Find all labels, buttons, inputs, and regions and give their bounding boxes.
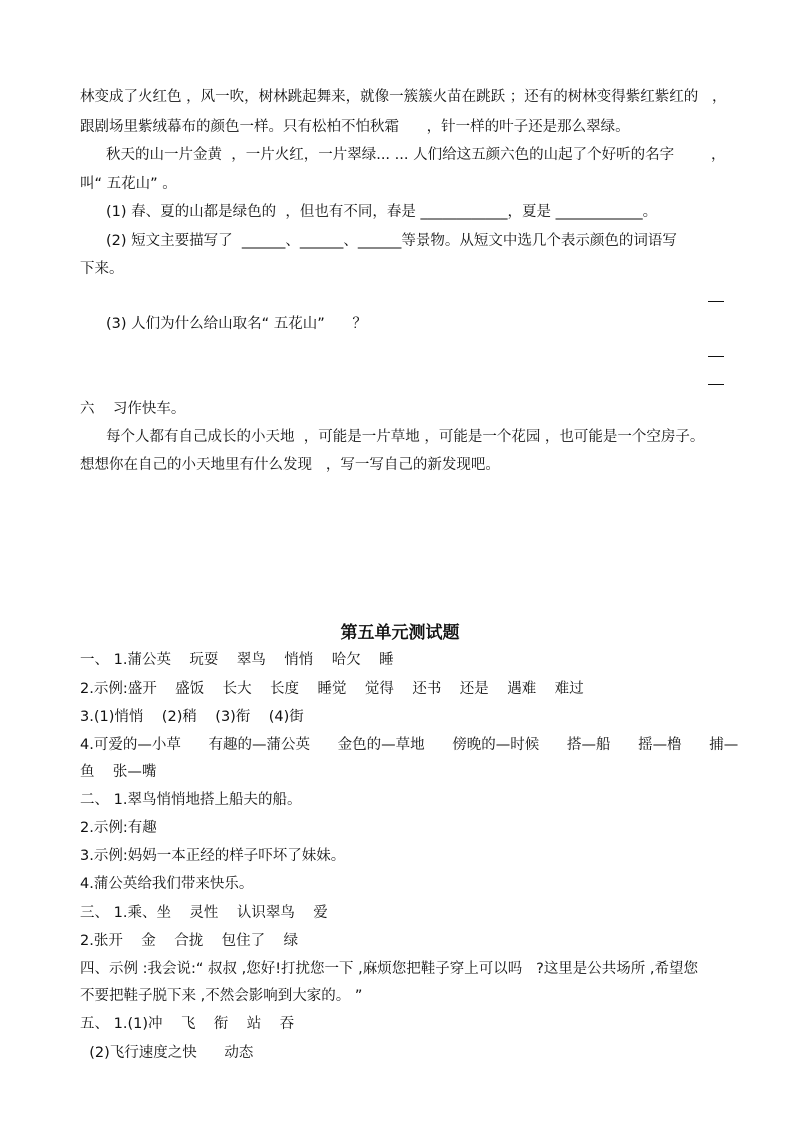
section-6-heading: 六 习作快车。 bbox=[80, 401, 186, 417]
question-2-line-1: (2) 短文主要描写了 ______、______、______等景物。从短文中选几个表示颜色的词语写 bbox=[106, 233, 677, 249]
passage-line-4: 叫“ 五花山” 。 bbox=[80, 176, 177, 192]
passage-line-2: 跟剧场里紫绒幕布的颜色一样。只有松柏不怕秋霜 ，针一样的叶子还是那么翠绿。 bbox=[80, 119, 630, 135]
answer-line: 2.张开 金 合拢 包住了 绿 bbox=[80, 933, 299, 949]
question-2-line-2: 下来。 bbox=[80, 261, 124, 277]
answer-line: 五、 1.(1)冲 飞 衔 站 吞 bbox=[80, 1016, 295, 1032]
question-1: (1) 春、夏的山都是绿色的 ，但也有不同，春是 ____________，夏是 ____________。 bbox=[106, 204, 658, 220]
question-3: (3) 人们为什么给山取名“ 五花山” ？ bbox=[106, 316, 367, 332]
answer-line: 二、 1.翠鸟悄悄地搭上船夫的船。 bbox=[80, 792, 302, 808]
passage-line-1: 林变成了火红色 ，风一吹，树林跳起舞来，就像一簇簇火苗在跳跃 ；还有的树林变得紫红紫红的 ， bbox=[80, 89, 727, 105]
answer-line: 四、示例 :我会说:“ 叔叔 ,您好!打扰您一下 ,麻烦您把鞋子穿上可以吗 ?这里是公共场所 ,希望您 bbox=[80, 961, 698, 977]
section-6-line-2: 想想你在自己的小天地里有什么发现 ，写一写自己的新发现吧。 bbox=[80, 457, 500, 473]
section-6-line-1: 每个人都有自己成长的小天地 ，可能是一片草地 ，可能是一个花园 ，也可能是一个空房子。 bbox=[106, 429, 705, 445]
answer-blank-line bbox=[708, 301, 724, 302]
answer-line: (2)飞行速度之快 动态 bbox=[80, 1045, 254, 1061]
answer-line: 2.示例:盛开 盛饭 长大 长度 睡觉 觉得 还书 还是 遇难 难过 bbox=[80, 681, 584, 697]
answer-blank-line bbox=[708, 356, 724, 357]
answer-line: 2.示例:有趣 bbox=[80, 820, 157, 836]
answer-line: 3.(1)悄悄 (2)稍 (3)衔 (4)街 bbox=[80, 709, 304, 725]
answer-line: 3.示例:妈妈一本正经的样子吓坏了妹妹。 bbox=[80, 848, 346, 864]
answer-line: 鱼 张—嘴 bbox=[80, 764, 157, 780]
answer-line: 4.可爱的—小草 有趣的—蒲公英 金色的—草地 傍晚的—时候 搭—船 摇—橹 捕— bbox=[80, 737, 739, 753]
answer-line: 三、 1.乘、坐 灵性 认识翠鸟 爱 bbox=[80, 905, 328, 921]
answer-line: 4.蒲公英给我们带来快乐。 bbox=[80, 876, 254, 892]
passage-line-3: 秋天的山一片金黄 ，一片火红，一片翠绿... ... 人们给这五颜六色的山起了个好听的名字 ， bbox=[106, 147, 726, 163]
answer-line: 不要把鞋子脱下来 ,不然会影响到大家的。 ” bbox=[80, 988, 363, 1004]
answer-blank-line bbox=[708, 384, 724, 385]
answer-line: 一、 1.蒲公英 玩耍 翠鸟 悄悄 哈欠 睡 bbox=[80, 652, 394, 668]
answer-key-title: 第五单元测试题 bbox=[340, 623, 460, 643]
